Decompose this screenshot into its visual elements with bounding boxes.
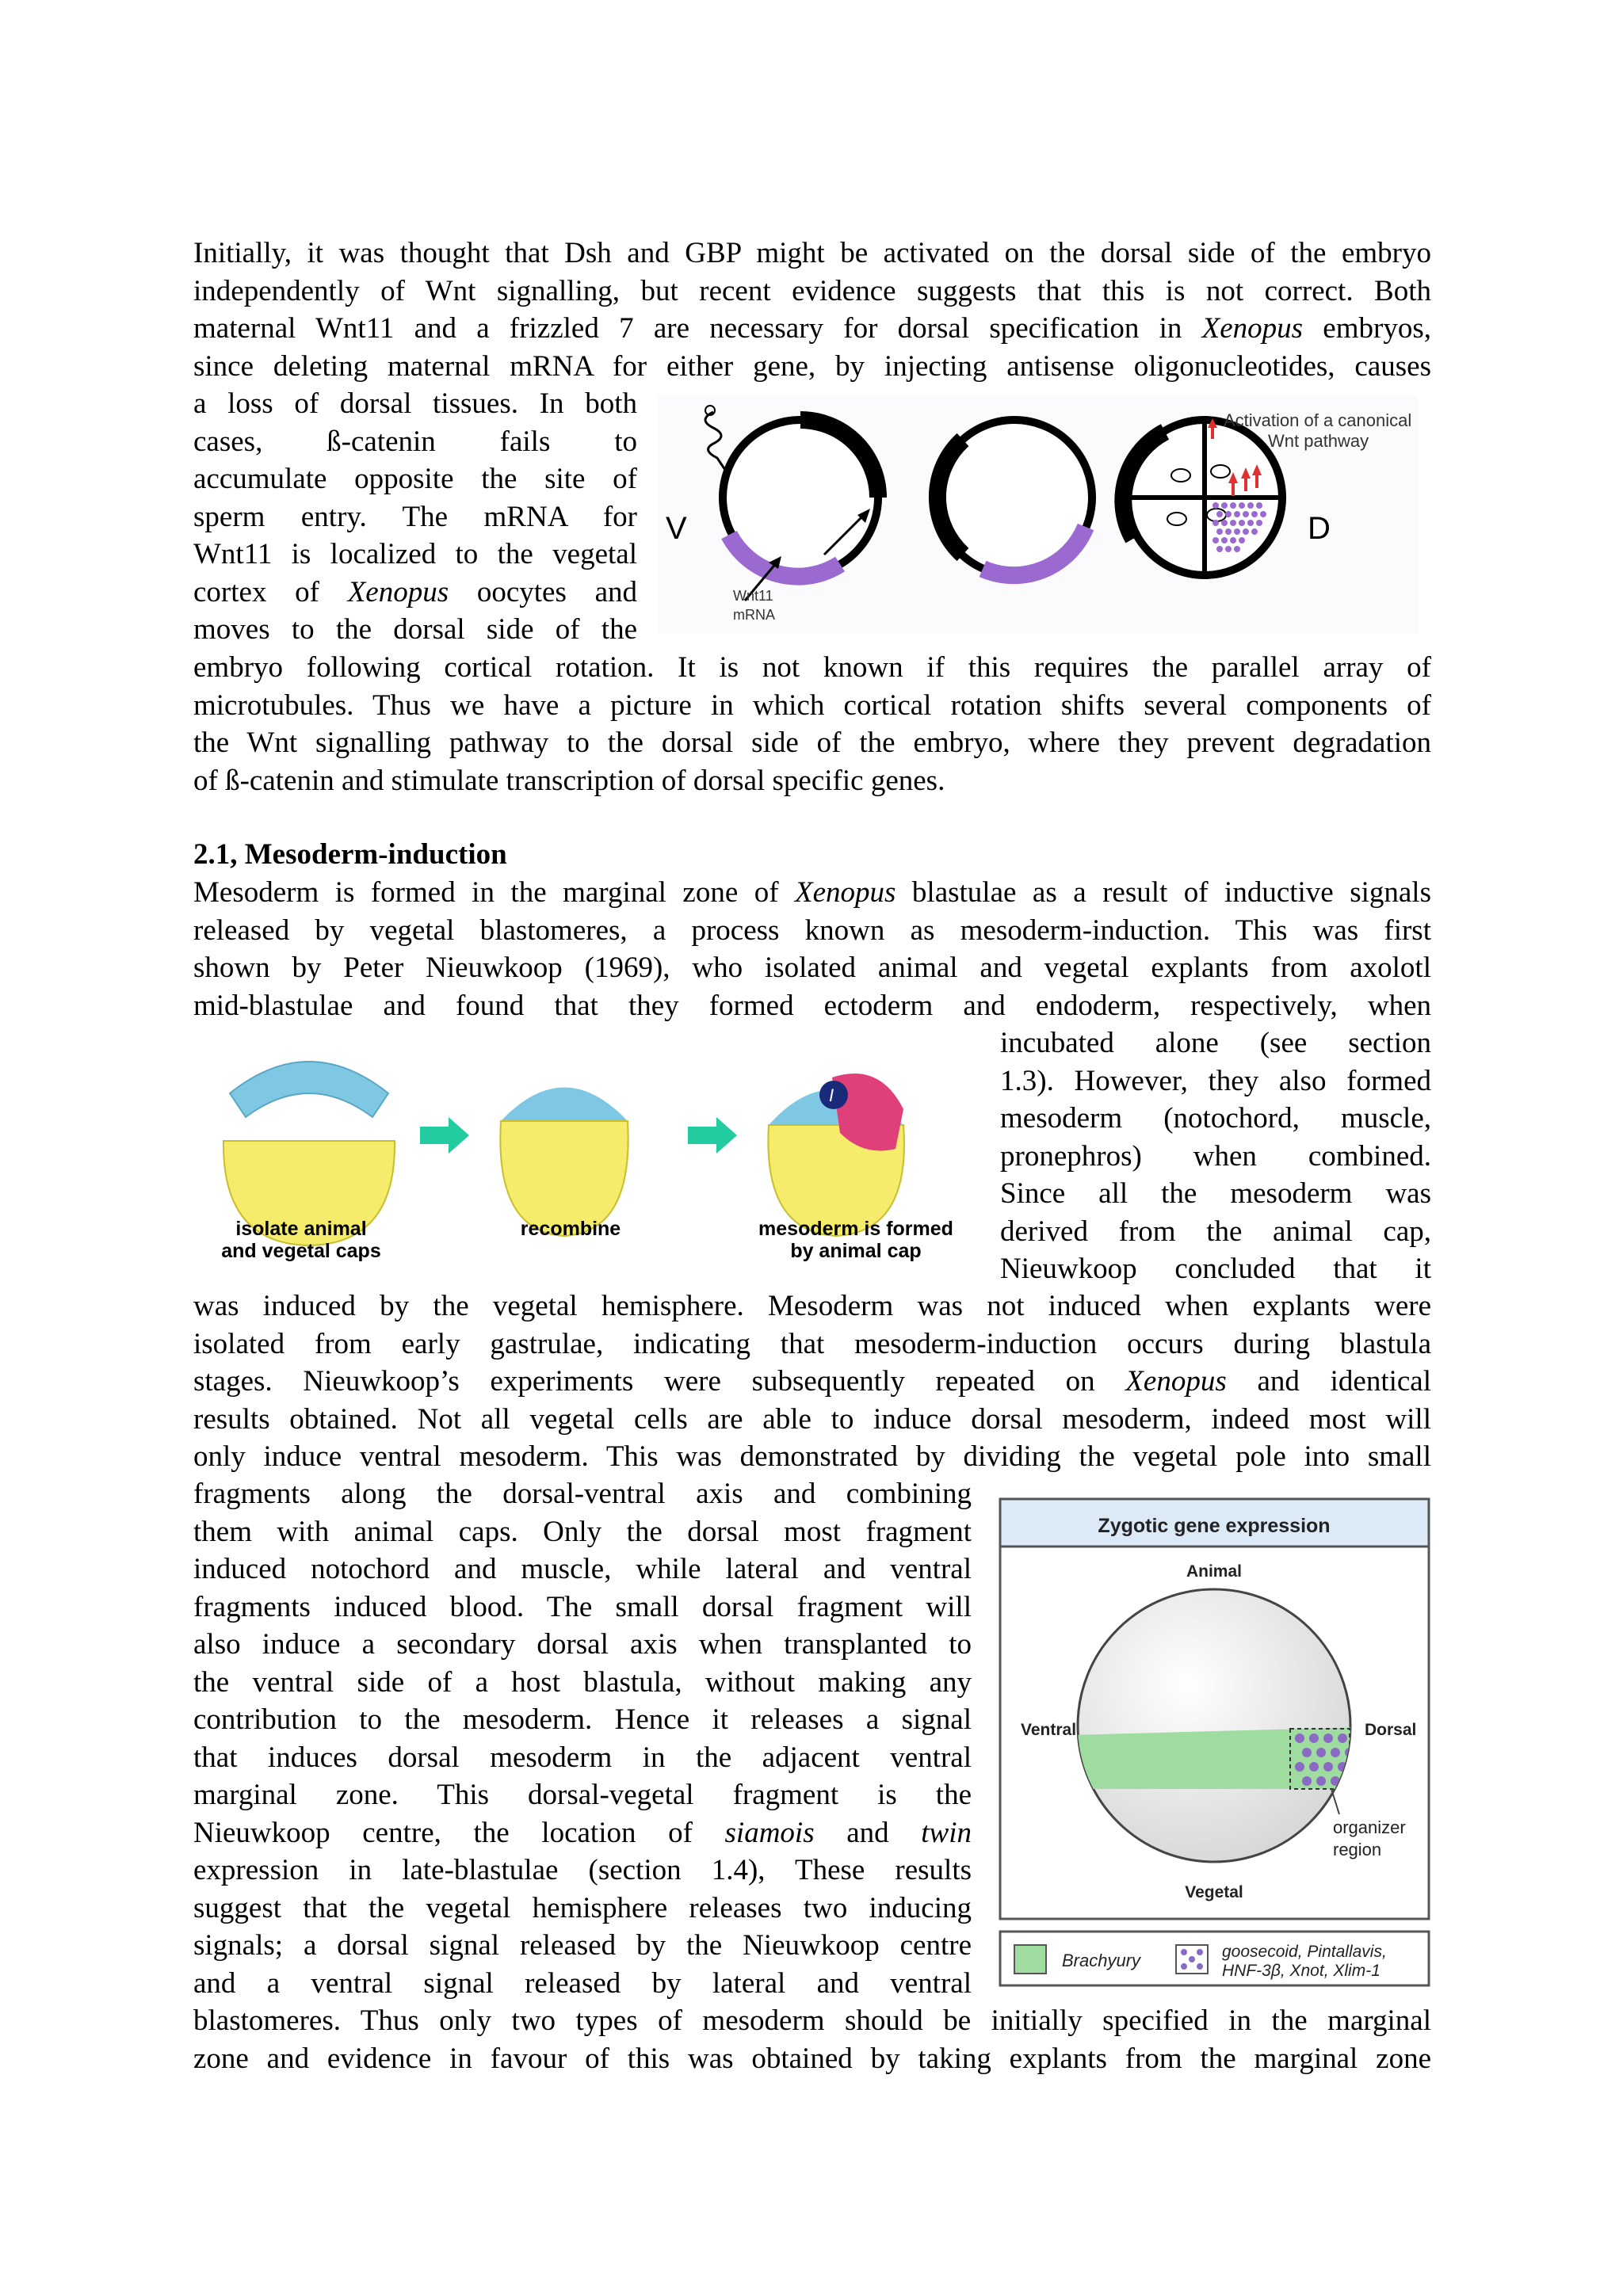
brachyury-swatch	[1014, 1945, 1046, 1974]
paragraph-2-top	[193, 874, 1431, 1024]
caption-mesoderm	[737, 1218, 975, 1262]
text-line: also induce a secondary dorsal axis when transplanted to	[193, 1628, 972, 1661]
cell-dot	[1230, 502, 1236, 509]
embryo-1-icon	[723, 420, 878, 577]
text-line: mesoderm (notochord, muscle,	[1000, 1102, 1431, 1135]
text-line: marginal zone. This dorsal-vegetal fragment is the	[193, 1779, 972, 1811]
text-line: maternal Wnt11 and a frizzled 7 are necessary for dorsal specification in Xenopus embryos,	[193, 312, 1431, 345]
dorsal-label-2: Dorsal	[1365, 1721, 1417, 1739]
cell-dot	[1225, 528, 1232, 535]
figure-title: Zygotic gene expression	[1098, 1515, 1331, 1537]
cell-dot	[1221, 520, 1228, 526]
cell-dot	[1230, 537, 1236, 543]
text-line: of ß-catenin and stimulate transcription of dorsal specific genes.	[193, 764, 945, 797]
text-line: results obtained. Not all vegetal cells are able to induce dorsal mesoderm, indeed most will	[193, 1402, 1431, 1436]
text-line: stages. Nieuwkoop’s experiments were subsequently repeated on Xenopus and identical	[193, 1365, 1431, 1398]
cell-dot	[1243, 528, 1249, 535]
cell-dot	[1256, 502, 1262, 509]
caption-isolate-1: isolate animal	[235, 1218, 367, 1240]
cell-dot	[1239, 537, 1245, 543]
text-line: suggest that the vegetal hemisphere releases two inducing	[193, 1891, 972, 1924]
legend-brachyury: Brachyury	[1062, 1951, 1141, 1970]
text-line: a loss of dorsal tissues. In both	[193, 387, 637, 420]
text-line: fragments along the dorsal-ventral axis and combining	[193, 1478, 972, 1510]
legend-genes-2: HNF-3β, Xnot, Xlim-1	[1222, 1962, 1381, 1980]
recombined-embryo-icon	[500, 1088, 628, 1237]
caption-recombine: recombine	[520, 1218, 621, 1240]
paragraph-1-top	[193, 235, 1431, 385]
text-line: pronephros) when combined.	[1000, 1139, 1431, 1173]
paragraph-1-narrow	[193, 385, 637, 649]
text-line: fragments induced blood. The small dorsal fragment will	[193, 1590, 972, 1623]
text-line: them with animal caps. Only the dorsal most fragment	[193, 1515, 972, 1548]
cell-dot	[1212, 537, 1219, 543]
organizer-label-2: region	[1333, 1840, 1382, 1859]
text-line: and a ventral signal released by lateral and ventral	[193, 1966, 972, 2000]
organizer-dot	[1331, 1748, 1340, 1757]
embryo-sphere-icon	[1078, 1589, 1350, 1862]
cell-dot	[1221, 502, 1228, 509]
text-line: was induced by the vegetal hemisphere. Mesoderm was not induced when explants were	[193, 1290, 1431, 1322]
cell-dot	[1247, 520, 1254, 526]
text-line: shown by Peter Nieuwkoop (1969), who isolated animal and vegetal explants from axolotl	[193, 952, 1431, 984]
text-line: Wnt11 is localized to the vegetal	[193, 538, 637, 570]
vegetal-label: Vegetal	[1185, 1883, 1243, 1901]
cell-dot	[1234, 546, 1240, 552]
text-line: microtubules. Thus we have a picture in which cortical rotation shifts several components of	[193, 688, 1431, 722]
text-line: Mesoderm is formed in the marginal zone of Xenopus blastulae as a result of inductive signals	[193, 876, 1431, 909]
text-line: independently of Wnt signalling, but recent evidence suggests that this is not correct. Both	[193, 274, 1431, 307]
organizer-dot	[1316, 1776, 1326, 1786]
cell-dot	[1234, 511, 1240, 517]
cell-dot	[1251, 511, 1258, 517]
dorsal-label: D	[1308, 511, 1331, 546]
text-line: released by vegetal blastomeres, a process known as mesoderm-induction. This was first	[193, 913, 1431, 947]
text-line: 1.3). However, they also formed	[1000, 1064, 1431, 1097]
cell-dot	[1216, 546, 1223, 552]
text-line: cortex of Xenopus oocytes and	[193, 575, 637, 608]
embryo-3-icon	[1123, 420, 1282, 575]
cell-dot	[1239, 520, 1245, 526]
cell-dot	[1230, 520, 1236, 526]
organizer-dot	[1316, 1748, 1326, 1757]
cell-dot	[1225, 511, 1232, 517]
text-line: accumulate opposite the site of	[193, 463, 637, 495]
text-line: sperm entry. The mRNA for	[193, 500, 637, 533]
organizer-dot	[1309, 1762, 1319, 1772]
text-line: Initially, it was thought that Dsh and GBP might be activated on the dorsal side of the embryo	[193, 237, 1431, 269]
caption-isolate-2: and vegetal caps	[221, 1240, 381, 1262]
organizer-dot	[1338, 1733, 1347, 1743]
cell-dot	[1221, 537, 1228, 543]
caption-mesoderm-2: by animal cap	[790, 1240, 922, 1262]
text-line: cases, ß-catenin fails to	[193, 425, 637, 458]
organizer-dot	[1323, 1762, 1333, 1772]
text-line: the Wnt signalling pathway to the dorsal side of the embryo, where they prevent degradation	[193, 727, 1431, 759]
inset-label: I	[829, 1085, 834, 1105]
legend-text-1: Activation of a canonical	[1224, 410, 1412, 430]
animal-label: Animal	[1186, 1562, 1243, 1581]
text-line: that induces dorsal mesoderm in the adjacent ventral	[193, 1741, 972, 1774]
organizer-dot	[1309, 1733, 1319, 1743]
text-line: incubated alone (see section	[1000, 1027, 1431, 1059]
cell-dot	[1212, 520, 1219, 526]
text-line: derived from the animal cap,	[1000, 1215, 1431, 1248]
text-line: isolated from early gastrulae, indicating that mesoderm-induction occurs during blastula	[193, 1327, 1431, 1360]
embryo-2-icon	[937, 420, 1092, 575]
text-line: Nieuwkoop centre, the location of siamois and twin	[193, 1816, 972, 1849]
organizer-label-1: organizer	[1333, 1817, 1406, 1837]
paragraph-2-left	[193, 1475, 972, 2002]
text-line: blastomeres. Thus only two types of mesoderm should be initially specified in the marginal	[193, 2004, 1431, 2037]
organizer-dot	[1295, 1733, 1304, 1743]
text-line: since deleting maternal mRNA for either gene, by injecting antisense oligonucleotides, causes	[193, 349, 1431, 383]
text-line: signals; a dorsal signal released by the Nieuwkoop centre	[193, 1929, 972, 1962]
section-heading: 2.1, Mesoderm-induction	[193, 838, 507, 871]
cell-dot	[1256, 520, 1262, 526]
cell-dot	[1239, 502, 1245, 509]
text-line: moves to the dorsal side of the	[193, 613, 637, 646]
text-line: Nieuwkoop concluded that it	[1000, 1253, 1431, 1285]
paragraph-2-bottom	[193, 2002, 1431, 2077]
legend-text-2: Wnt pathway	[1268, 431, 1369, 451]
text-line: contribution to the mesoderm. Hence it releases a signal	[193, 1703, 972, 1736]
cell-dot	[1247, 502, 1254, 509]
text-line: induced notochord and muscle, while lateral and ventral	[193, 1553, 972, 1585]
cell-dot	[1260, 511, 1266, 517]
mrna-label-2: mRNA	[733, 607, 775, 623]
caption-isolate	[214, 1218, 388, 1262]
cell-dot	[1212, 502, 1219, 509]
cell-dot	[1251, 528, 1258, 535]
text-line: only induce ventral mesoderm. This was demonstrated by dividing the vegetal pole into small	[193, 1440, 1431, 1473]
text-line: the ventral side of a host blastula, without making any	[193, 1665, 972, 1699]
paragraph-1-bottom	[193, 649, 1431, 799]
cell-dot	[1216, 528, 1223, 535]
text-line: expression in late-blastulae (section 1.4), These results	[193, 1854, 972, 1886]
paragraph-2-mid	[193, 1287, 1431, 1476]
text-line: Since all the mesoderm was	[1000, 1177, 1431, 1210]
text-line: zone and evidence in favour of this was obtained by taking explants from the marginal zone	[193, 2042, 1431, 2075]
text-line: mid-blastulae and found that they formed ectoderm and endoderm, respectively, when	[193, 989, 1431, 1022]
cell-dot	[1225, 546, 1232, 552]
organizer-dot	[1323, 1733, 1333, 1743]
cell-dot	[1216, 511, 1223, 517]
ventral-label: V	[666, 511, 687, 546]
paragraph-2-right	[1000, 1024, 1431, 1288]
mrna-label-1: Wnt11	[733, 588, 773, 604]
ventral-label-2: Ventral	[1021, 1721, 1077, 1739]
legend-genes-1: goosecoid, Pintallavis,	[1222, 1943, 1387, 1961]
zygotic-expression-figure	[999, 1497, 1430, 1989]
cell-dot	[1243, 511, 1249, 517]
cortical-rotation-figure	[658, 396, 1419, 634]
text-line: embryo following cortical rotation. It is not known if this requires the parallel array of	[193, 651, 1431, 684]
organizer-dot	[1295, 1762, 1304, 1772]
organizer-dot	[1302, 1776, 1312, 1786]
organizer-dot	[1302, 1748, 1312, 1757]
caption-mesoderm-1: mesoderm is formed	[758, 1218, 953, 1240]
cell-dot	[1234, 528, 1240, 535]
